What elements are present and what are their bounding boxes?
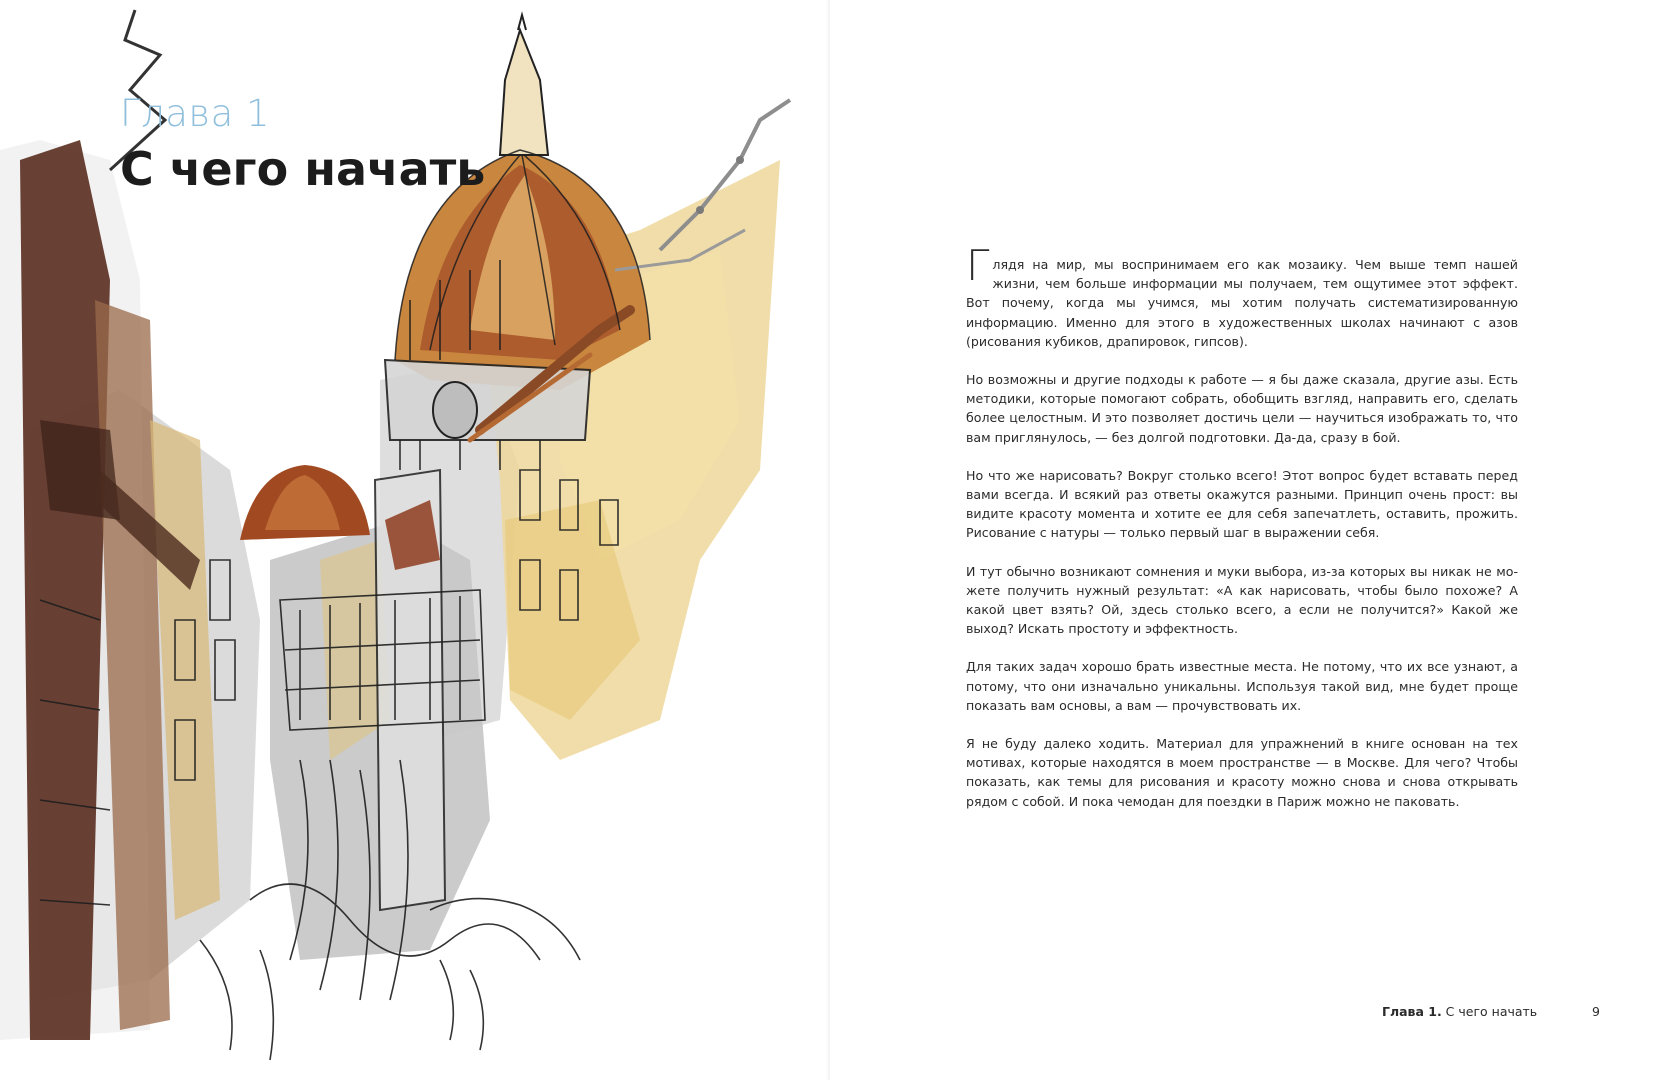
chapter-label: Глава 1 bbox=[120, 92, 271, 135]
running-footer-title: С чего начать bbox=[1441, 1004, 1538, 1019]
chapter-title: С чего начать bbox=[120, 142, 486, 196]
drop-cap: Г bbox=[966, 241, 990, 290]
running-footer bbox=[1382, 1004, 1537, 1019]
paragraph-1-text: лядя на мир, мы воспринимаем его как мозаику. Чем выше темп нашей жизни, чем больше информации мы получаем, тем ощутимее этот эффект. Вот почему, когда мы учимся, мы хотим получать систематизированную информацию. Именно для этого в художественных школах начинают с азов (рисования кубиков, драпировок, гипсов). bbox=[966, 257, 1518, 349]
paragraph-4: И тут обычно возникают сомнения и муки выбора, из-за которых вы никак не можете получить нужный результат: «А как нарисовать, чтобы было похоже? А какой цвет взять? Ой, здесь столько всего, а если не получится?» Какой же выход? Искать простоту и эффектность. bbox=[966, 563, 1518, 637]
right-page bbox=[830, 0, 1659, 1080]
paragraph-1 bbox=[966, 241, 1518, 351]
paragraph-5: Для таких задач хорошо брать известные места. Не потому, что их все узнают, а потому, что они изначально уникальны. Используя такой вид, мне будет проще показать вам основы, а вам — прочувствовать их. bbox=[966, 659, 1518, 713]
chapter-body-text bbox=[966, 241, 1518, 830]
paragraph-2: Но возможны и другие подходы к работе — я бы даже сказала, другие азы. Есть методики, которые помогают собрать, обобщить взгляд, направить его, сделать более целостным. И это позволяет достичь цели — научиться изображать то, что вам приглянулось, — без долгой подготовки. Да-да, сразу в бой. bbox=[966, 372, 1518, 445]
paragraph-3: Но что же нарисовать? Вокруг столько всего! Этот вопрос будет вставать перед вами всегда. И всякий раз ответы окажутся разными. Принцип очень прост: вы видите красоту момента и хотите ее для себя запечатлеть, оставить, прожить. Рисование с натуры — только первый шаг в выражении себя. bbox=[966, 467, 1518, 541]
page-number: 9 bbox=[1592, 1004, 1600, 1019]
paragraph-6: Я не буду далеко ходить. Материал для упражнений в книге основан на тех мотивах, которые находятся в моем пространстве — в Москве. Для чего? Чтобы показать, как темы для рисования и красоту можно снова и снова открывать рядом с собой. И пока чемодан для поездки в Париж можно не паковать. bbox=[966, 736, 1518, 809]
running-footer-chapter: Глава 1. bbox=[1382, 1004, 1442, 1019]
